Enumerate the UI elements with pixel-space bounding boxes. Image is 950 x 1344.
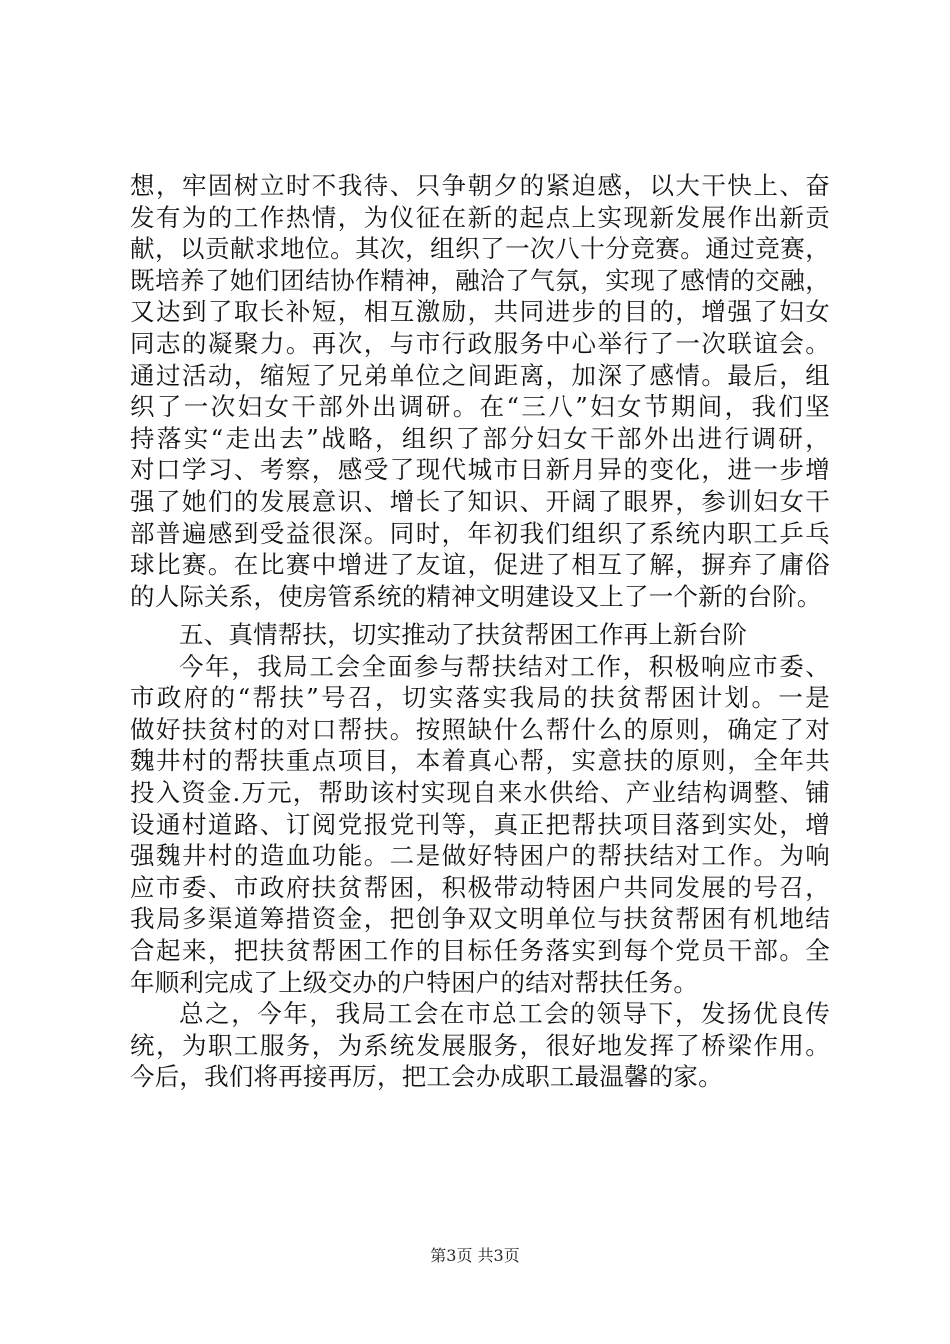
text-line: 通过活动，缩短了兄弟单位之间距离，加深了感情。最后，组 [130, 360, 830, 390]
text-line: 年顺利完成了上级交办的户特困户的结对帮扶任务。 [130, 967, 699, 997]
page-number-label: 第3页 共3页 [430, 1246, 520, 1265]
text-line: 的人际关系，使房管系统的精神文明建设又上了一个新的台阶。 [130, 581, 822, 611]
text-line: 强了她们的发展意识、增长了知识、开阔了眼界，参训妇女干 [130, 486, 830, 516]
text-line: 做好扶贫村的对口帮扶。按照缺什么帮什么的原则，确定了对 [130, 714, 830, 744]
text-line: 总之，今年，我局工会在市总工会的领导下，发扬优良传 [179, 999, 830, 1029]
text-line: 市政府的“帮扶”号召，切实落实我局的扶贫帮困计划。一是 [130, 683, 830, 713]
text-line: 今年，我局工会全面参与帮扶结对工作，积极响应市委、 [179, 651, 830, 681]
page-footer [0, 1243, 950, 1266]
text-line: 设通村道路、订阅党报党刊等，真正把帮扶项目落到实处，增 [130, 809, 830, 839]
text-line: 既培养了她们团结协作精神，融洽了气氛，实现了感情的交融， [130, 265, 830, 295]
text-line: 魏井村的帮扶重点项目，本着真心帮，实意扶的原则，全年共 [130, 746, 830, 776]
text-line: 持落实“走出去”战略，组织了部分妇女干部外出进行调研， [130, 423, 830, 453]
text-line: 织了一次妇女干部外出调研。在“三八”妇女节期间，我们坚 [130, 392, 830, 422]
text-line: 强魏井村的造血功能。二是做好特困户的帮扶结对工作。为响 [130, 841, 830, 871]
text-line: 我局多渠道筹措资金，把创争双文明单位与扶贫帮困有机地结 [130, 904, 830, 934]
text-line: 投入资金.万元，帮助该村实现自来水供给、产业结构调整、铺 [130, 777, 830, 807]
text-line: 同志的凝聚力。再次，与市行政服务中心举行了一次联谊会。 [130, 328, 830, 358]
section-heading: 五、真情帮扶，切实推动了扶贫帮困工作再上新台阶 [179, 620, 748, 649]
text-line: 想，牢固树立时不我待、只争朝夕的紧迫感，以大干快上、奋 [130, 171, 830, 200]
text-line: 又达到了取长补短，相互激励，共同进步的目的，增强了妇女 [130, 297, 830, 327]
text-line: 今后，我们将再接再厉，把工会办成职工最温馨的家。 [130, 1062, 723, 1092]
text-line: 合起来，把扶贫帮困工作的目标任务落实到每个党员干部。全 [130, 935, 830, 965]
text-line: 球比赛。在比赛中增进了友谊，促进了相互了解，摒弃了庸俗 [130, 550, 830, 580]
text-line: 对口学习、考察，感受了现代城市日新月异的变化，进一步增 [130, 455, 830, 485]
text-line: 部普遍感到受益很深。同时，年初我们组织了系统内职工乒乓 [130, 518, 830, 548]
paragraph-continuation [130, 170, 830, 612]
text-line: 应市委、市政府扶贫帮困，积极带动特困户共同发展的号召， [130, 872, 830, 902]
section-five [130, 619, 830, 1093]
text-line: 统，为职工服务，为系统发展服务，很好地发挥了桥梁作用。 [130, 1030, 830, 1060]
text-line: 献，以贡献求地位。其次，组织了一次八十分竞赛。通过竞赛， [130, 234, 830, 264]
text-line: 发有为的工作热情，为仪征在新的起点上实现新发展作出新贡 [130, 202, 830, 232]
